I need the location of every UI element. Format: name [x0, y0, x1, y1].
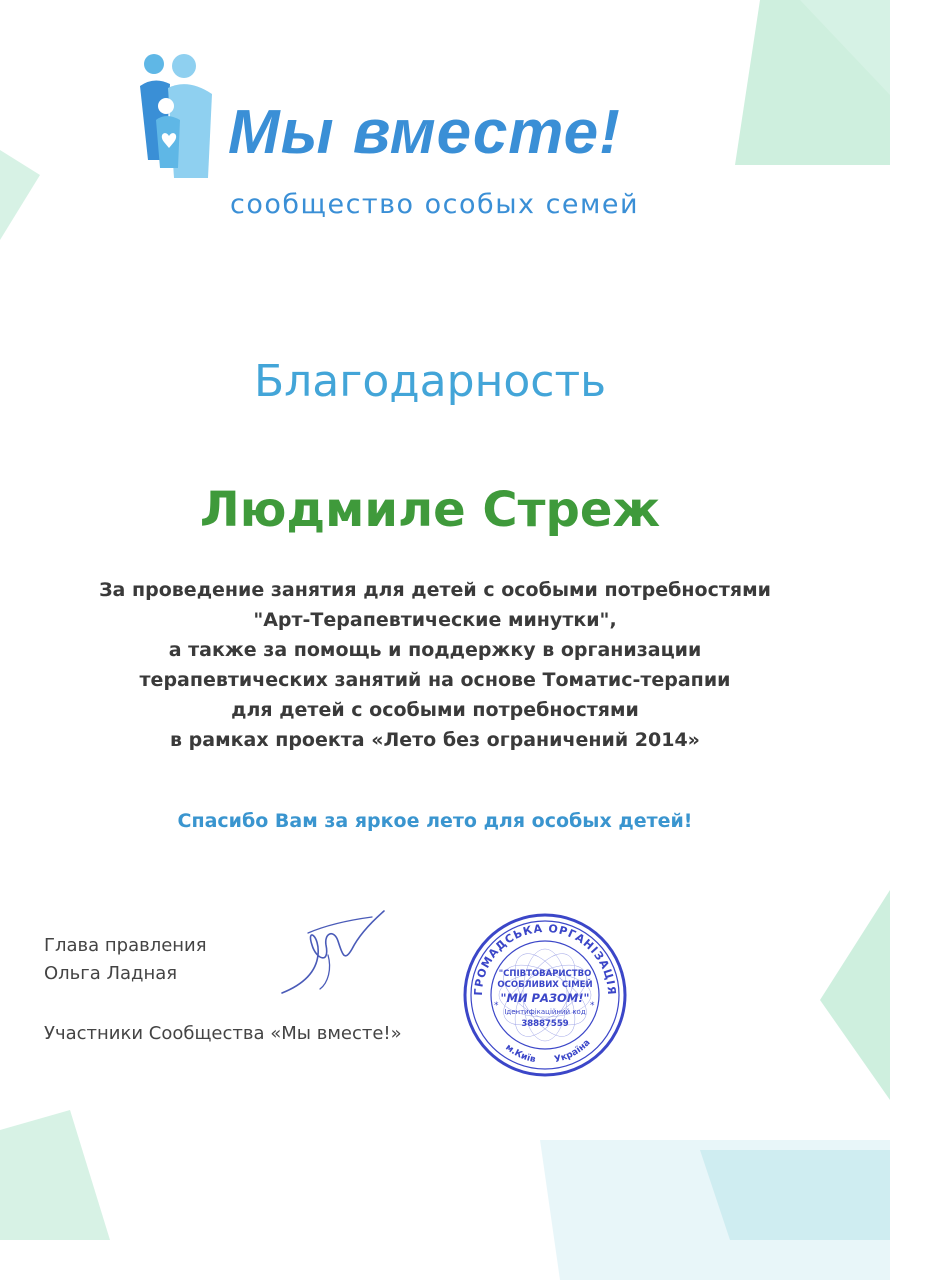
body-line: "Арт-Терапевтические минутки", — [253, 609, 617, 631]
stamp-inner-line-3: "МИ РАЗОМ!" — [500, 991, 590, 1005]
family-heart-icon — [136, 50, 220, 182]
stamp-code: 38887559 — [521, 1019, 569, 1029]
stamp-star-icon: * — [494, 1001, 499, 1011]
handwritten-signature — [272, 905, 390, 1000]
thanks-line: Спасибо Вам за яркое лето для особых детей! — [177, 810, 693, 832]
stamp-star-icon: * — [590, 1001, 595, 1011]
body-line: в рамках проекта «Лето без ограничений 2014» — [170, 729, 700, 751]
body-line: За проведение занятия для детей с особыми потребностями — [99, 579, 771, 601]
official-stamp — [460, 910, 630, 1080]
svg-text:м.Київ — [503, 1043, 536, 1066]
logo-title: Мы вместе! — [228, 98, 621, 167]
stamp-inner-line-2: ОСОБЛИВИХ СІМЕЙ — [497, 980, 593, 990]
members-line: Участники Сообщества «Мы вместе!» — [44, 1023, 402, 1044]
stamp-country: Україна — [553, 1037, 593, 1066]
signatory-name: Ольга Ладная — [44, 963, 178, 984]
stamp-inner-line-1: "СПІВТОВАРИСТВО — [498, 969, 592, 979]
svg-text:Україна — [554, 1038, 593, 1065]
body-line: терапевтических занятий на основе Томатис-терапии — [139, 669, 731, 691]
stamp-code-label: Ідентифікаційний код — [504, 1008, 586, 1016]
body-line: а также за помощь и поддержку в организации — [168, 639, 702, 661]
signatory-block — [44, 932, 207, 988]
stamp-outer-text: ГРОМАДСЬКА ОРГАНІЗАЦІЯ — [471, 921, 619, 996]
logo — [136, 50, 736, 220]
body-line: для детей с особыми потребностями — [231, 699, 639, 721]
stamp-city: м.Київ — [503, 1042, 537, 1066]
certificate-title: Благодарность — [253, 356, 607, 407]
certificate-body — [40, 575, 830, 755]
signatory-position: Глава правления — [44, 935, 207, 956]
recipient-name: Людмиле Стреж — [199, 482, 661, 538]
logo-subtitle: сообщество особых семей — [230, 189, 640, 220]
